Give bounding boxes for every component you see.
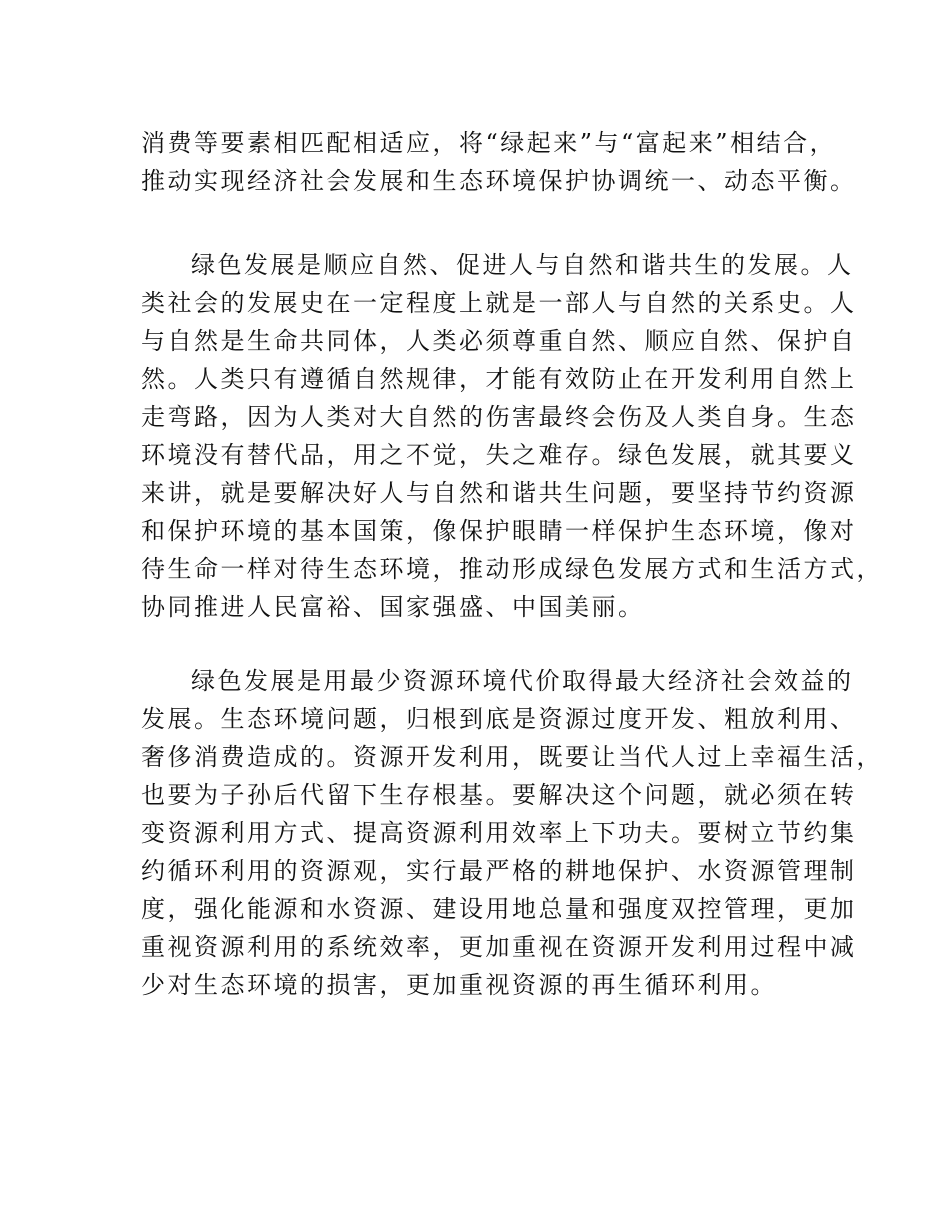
paragraph-line: 绿色发展是用最少资源环境代价取得最大经济社会效益的: [191, 667, 854, 695]
paragraph-line: 变资源利用方式、提高资源利用效率上下功夫。要树立节约集: [141, 819, 857, 847]
paragraph-3: [141, 662, 883, 1004]
paragraph-line: 来讲，就是要解决好人与自然和谐共生问题，要坚持节约资源: [141, 479, 857, 507]
paragraph-line: 和保护环境的基本国策，像保护眼睛一样保护生态环境，像对: [141, 517, 857, 545]
paragraph-line: 约循环利用的资源观，实行最严格的耕地保护、水资源管理制: [141, 857, 857, 885]
paragraph-line: 发展。生态环境问题，归根到底是资源过度开发、粗放利用、: [141, 705, 857, 733]
paragraph-line: 重视资源利用的系统效率，更加重视在资源开发利用过程中减: [141, 933, 857, 961]
paragraph-2: [141, 246, 883, 626]
paragraph-line: 待生命一样对待生态环境，推动形成绿色发展方式和生活方式，: [141, 555, 883, 583]
paragraph-line: 奢侈消费造成的。资源开发利用，既要让当代人过上幸福生活，: [141, 743, 883, 771]
paragraph-line: 环境没有替代品，用之不觉，失之难存。绿色发展，就其要义: [141, 441, 857, 469]
paragraph-line: 消费等要素相匹配相适应，将“绿起来”与“富起来”相结合，: [141, 129, 837, 157]
paragraph-line: 类社会的发展史在一定程度上就是一部人与自然的关系史。人: [141, 289, 857, 317]
paragraph-line: 推动实现经济社会发展和生态环境保护协调统一、动态平衡。: [141, 167, 857, 195]
paragraph-line: 绿色发展是顺应自然、促进人与自然和谐共生的发展。人: [191, 251, 854, 279]
paragraph-line: 与自然是生命共同体，人类必须尊重自然、顺应自然、保护自: [141, 327, 857, 355]
paragraph-line: 度，强化能源和水资源、建设用地总量和强度双控管理，更加: [141, 895, 857, 923]
paragraph-line: 走弯路，因为人类对大自然的伤害最终会伤及人类自身。生态: [141, 403, 857, 431]
paragraph-line: 少对生态环境的损害，更加重视资源的再生循环利用。: [141, 971, 777, 999]
paragraph-line: 协同推进人民富裕、国家强盛、中国美丽。: [141, 593, 645, 621]
paragraph-line: 也要为子孙后代留下生存根基。要解决这个问题，就必须在转: [141, 781, 857, 809]
paragraph-line: 然。人类只有遵循自然规律，才能有效防止在开发利用自然上: [141, 365, 857, 393]
paragraph-1: [141, 124, 857, 200]
